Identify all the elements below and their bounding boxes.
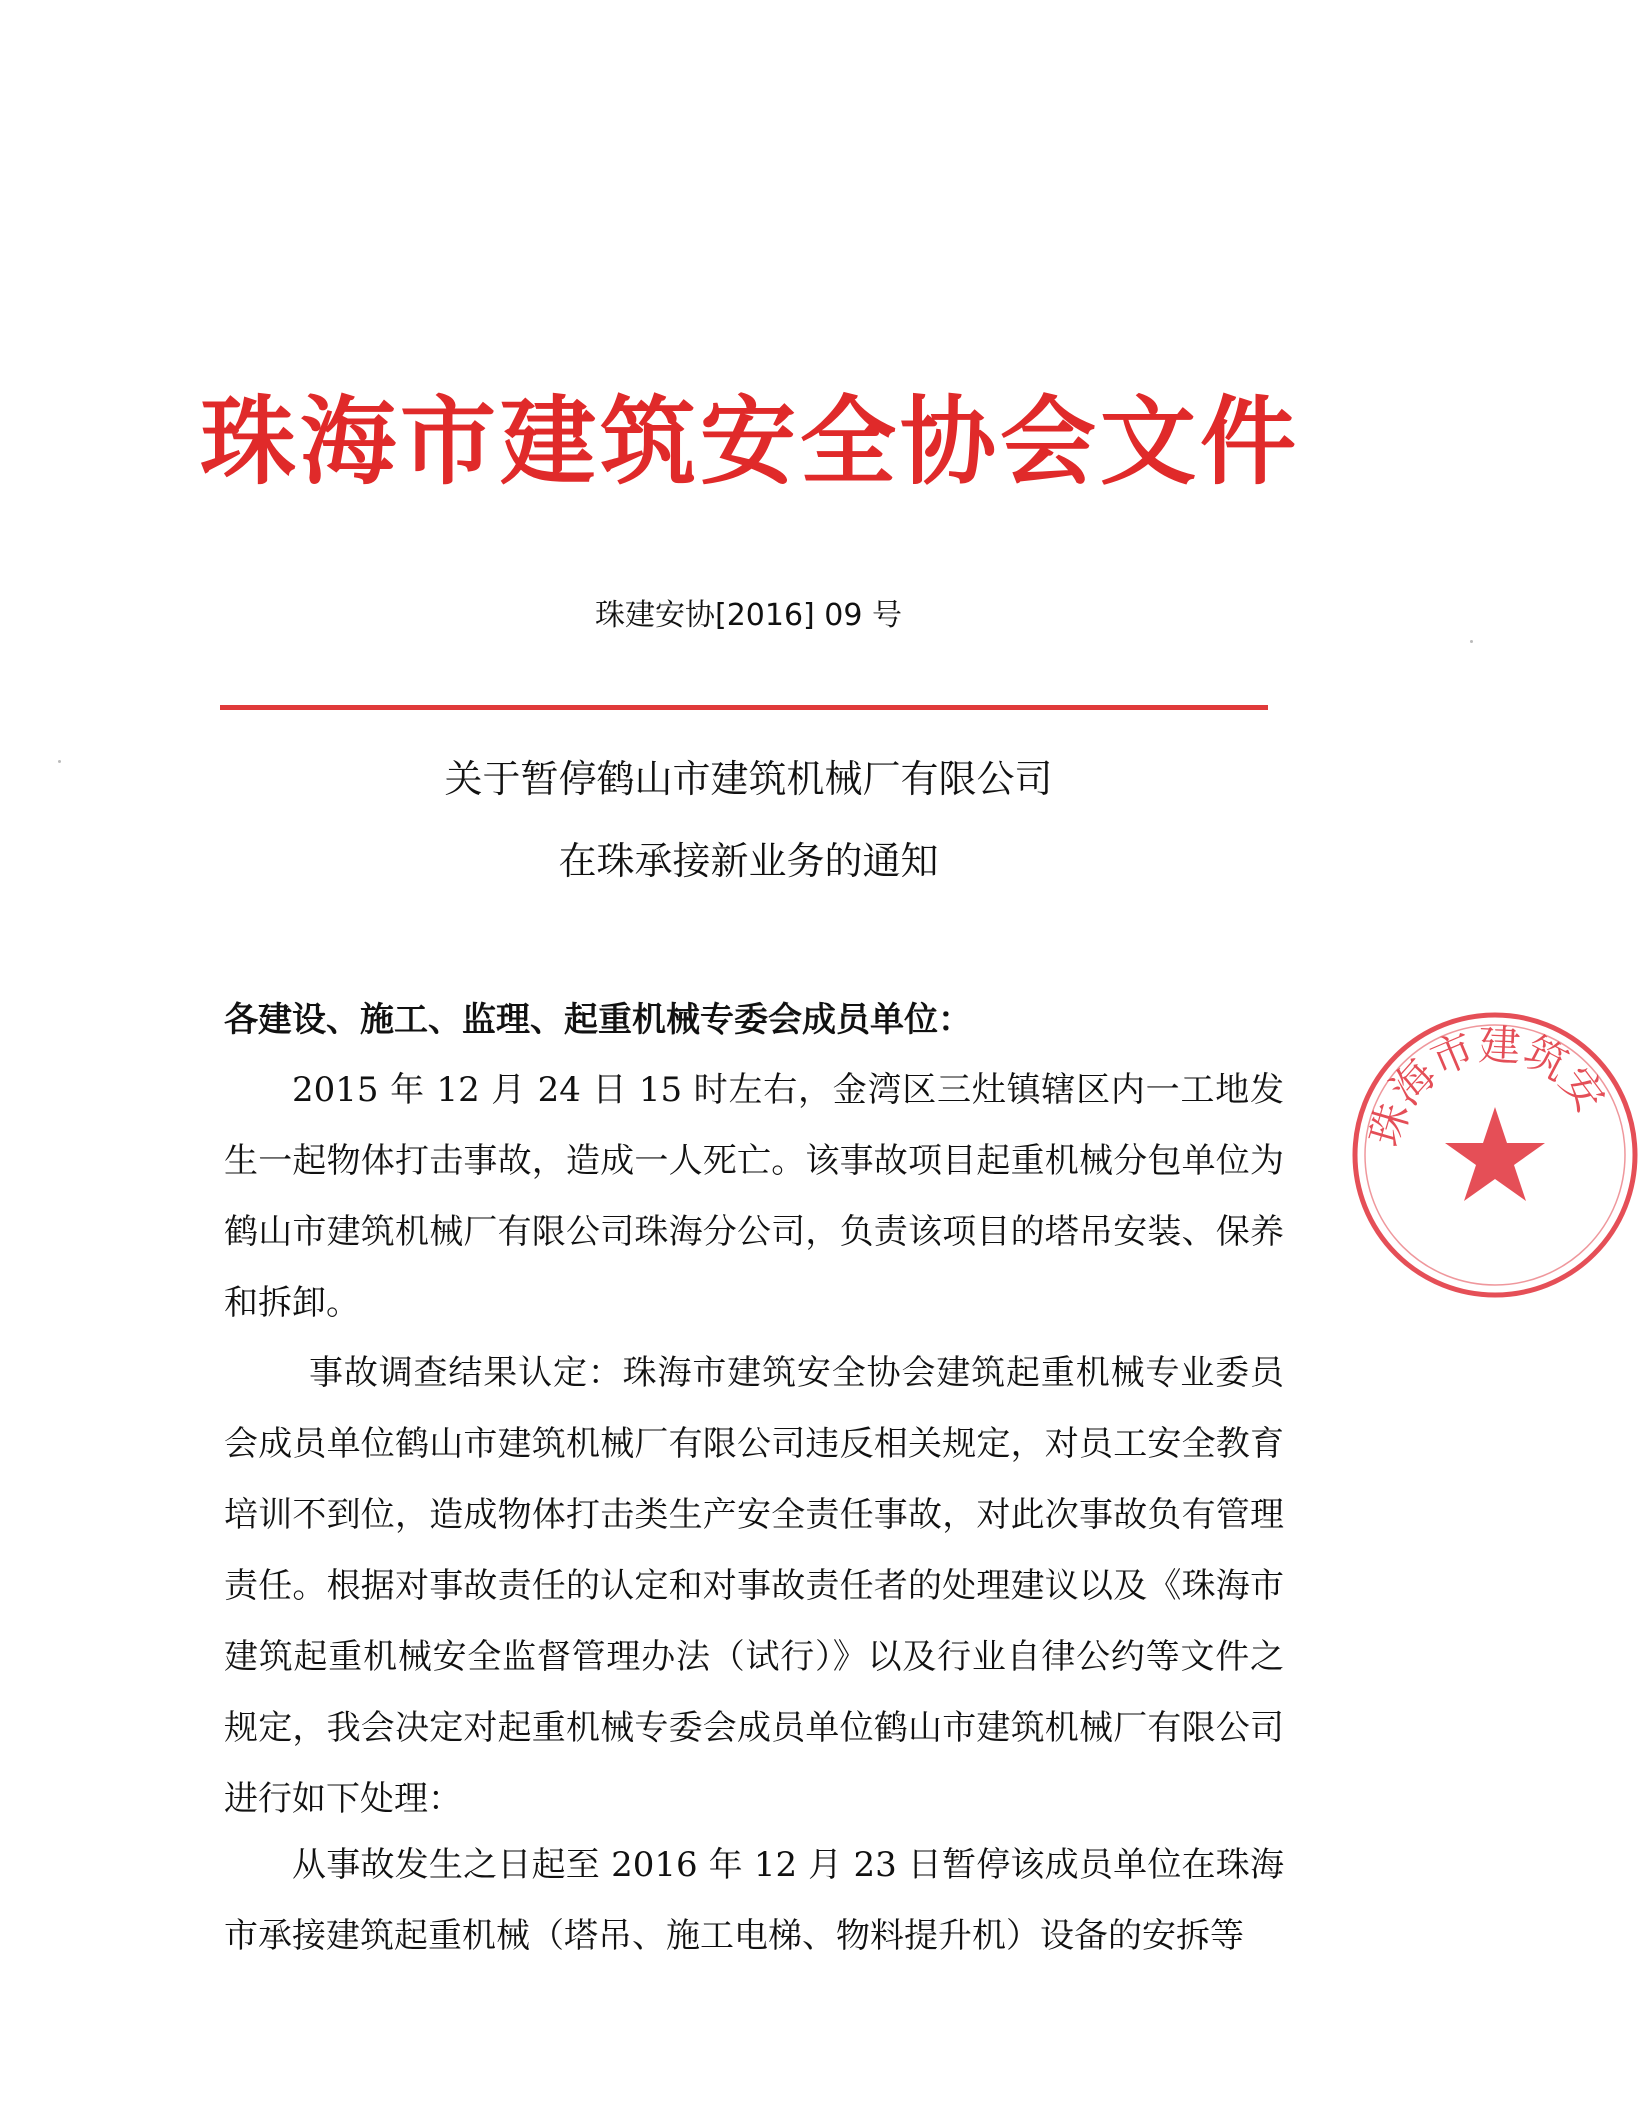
official-seal-stamp xyxy=(1345,1005,1645,1305)
body-paragraph-3: 从事故发生之日起至 2016 年 12 月 23 日暂停该成员单位在珠海市承接建筑起重机械（塔吊、施工电梯、物料提升机）设备的安拆等 xyxy=(224,1845,1284,1956)
org-masthead: 珠海市建筑安全协会文件 xyxy=(200,385,1300,498)
body-paragraph-1: 2015 年 12 月 24 日 15 时左右，金湾区三灶镇辖区内一工地发生一起物体打击事故，造成一人死亡。该事故项目起重机械分包单位为鹤山市建筑机械厂有限公司珠海分公司，负责该项目的塔吊安装、保养和拆卸。 xyxy=(224,1070,1284,1323)
seal-star-icon xyxy=(1445,1107,1545,1201)
document-title-line1: 关于暂停鹤山市建筑机械厂有限公司 xyxy=(444,757,1053,801)
document-number: 珠建安协[2016] 09 号 xyxy=(594,598,902,633)
seal-text: 珠海市建筑安 xyxy=(1360,1020,1615,1152)
scan-speck xyxy=(58,760,61,763)
document-title-line2: 在珠承接新业务的通知 xyxy=(558,839,939,883)
header-divider xyxy=(220,705,1268,710)
salutation: 各建设、施工、监理、起重机械专委会成员单位： xyxy=(224,1000,972,1040)
scan-speck xyxy=(1470,640,1473,643)
body-paragraph-2: 事故调查结果认定：珠海市建筑安全协会建筑起重机械专业委员会成员单位鹤山市建筑机械厂有限公司违反相关规定，对员工安全教育培训不到位，造成物体打击类生产安全责任事故，对此次事故负有管理责任。根据对事故责任的认定和对事故责任者的处理建议以及《珠海市建筑起重机械安全监督管理办法（试行）》以及行业自律公约等文件之规定，我会决定对起重机械专委会成员单位鹤山市建筑机械厂有限公司进行如下处理： xyxy=(224,1353,1284,1819)
